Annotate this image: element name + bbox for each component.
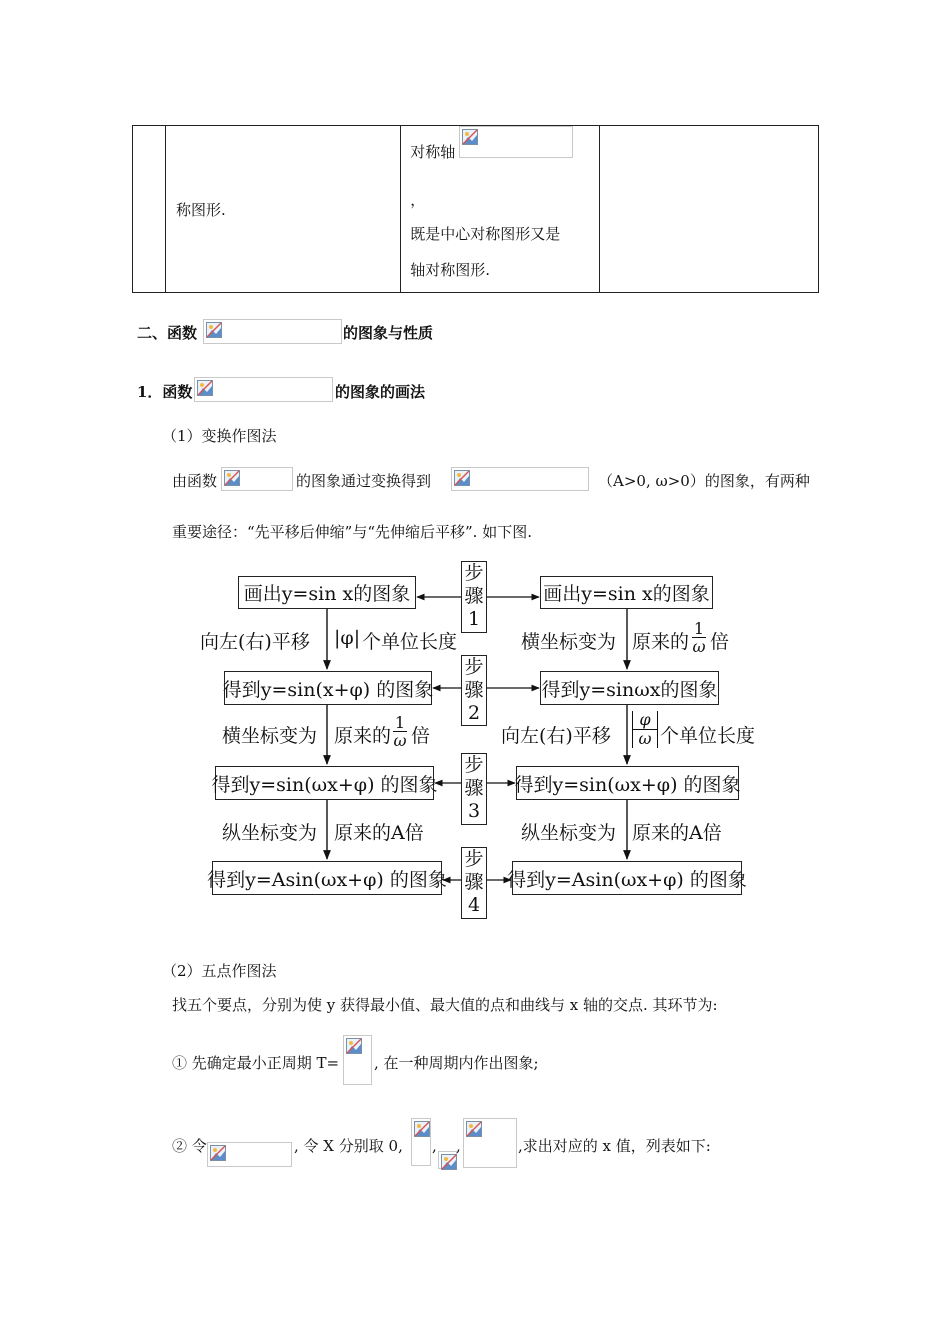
cell-text-line4: 轴对称图形. [410, 261, 491, 279]
step-char-2: 骤 [464, 585, 484, 607]
step-char-1: 步 [464, 656, 484, 678]
left-label-xscale-tail: 倍 [411, 725, 431, 747]
section-heading-prefix: 二、函数 [137, 324, 198, 342]
step-char-2: 骤 [464, 679, 484, 701]
method1-title: （1）变换作图法 [162, 427, 277, 445]
left-label-unit: 个单位长度 [362, 631, 458, 653]
step1-text-a: ① 先确定最小正周期 T= [172, 1054, 340, 1072]
broken-image-icon [207, 1142, 292, 1167]
step-char-2: 骤 [464, 871, 484, 893]
left-label-shift: 向左(右)平移 [200, 631, 310, 653]
right-label-shift: 向左(右)平移 [501, 725, 611, 747]
method1-text-a: 由函数 [172, 472, 218, 490]
flow-box-right-4: 得到y=Asin(ωx+φ) 的图象 [512, 861, 742, 895]
step-box-2 [461, 655, 487, 726]
step2-text-a: ② 令 [172, 1137, 207, 1155]
flow-box-left-3: 得到y=sin(ωx+φ) 的图象 [215, 766, 434, 800]
method1-text-line2: 重要途径：“先平移后伸缩”与“先伸缩后平移”. 如下图. [172, 523, 532, 541]
flow-box-left-4: 得到y=Asin(ωx+φ) 的图象 [212, 861, 442, 895]
axis-label: 对称轴 [410, 143, 456, 161]
subsection-heading-suffix: 的图象的画法 [335, 383, 426, 401]
section-heading-suffix: 的图象与性质 [343, 324, 434, 342]
right-label-xscale-tail: 倍 [710, 631, 730, 653]
right-fraction-1 [692, 620, 706, 655]
broken-image-icon [438, 1151, 457, 1169]
flow-box-right-2: 得到y=sinωx的图象 [540, 671, 719, 705]
left-fraction [393, 714, 407, 749]
fraction-denominator: ω [692, 637, 706, 656]
method2-title: （2）五点作图法 [162, 962, 277, 980]
step-number: 4 [467, 894, 481, 916]
right-label-xscale-end: 原来的 [632, 631, 690, 653]
broken-image-icon [411, 1118, 431, 1166]
step-char-2: 骤 [464, 777, 484, 799]
comma-text: ， [410, 191, 426, 209]
right-label-unit: 个单位长度 [660, 725, 756, 747]
left-label-xscale: 横坐标变为 [222, 725, 318, 747]
fraction-numerator: 1 [394, 713, 406, 732]
fraction-numerator: 1 [693, 619, 705, 638]
cell-text-line3: 既是中心对称图形又是 [410, 225, 561, 243]
method2-line1: 找五个要点，分别为使 y 获得最小值、最大值的点和曲线与 x 轴的交点. 其环节为: [172, 996, 718, 1014]
fraction-denominator: ω [638, 729, 652, 748]
broken-image-icon [343, 1035, 372, 1085]
step-number: 2 [467, 702, 481, 724]
step2-text-b: , 令 X 分别取 0, [294, 1137, 403, 1155]
fraction-numerator: φ [633, 711, 657, 730]
right-label-yscale: 纵坐标变为 [521, 822, 617, 844]
flow-box-left-2: 得到y=sin(x+φ) 的图象 [224, 671, 432, 705]
step-number: 1 [467, 608, 481, 630]
step2-text-c: ,求出对应的 x 值，列表如下: [518, 1137, 711, 1155]
flow-box-right-3: 得到y=sin(ωx+φ) 的图象 [516, 766, 739, 800]
step-box-1 [461, 561, 487, 633]
right-label-xscale: 横坐标变为 [521, 631, 617, 653]
left-label-yscale-end: 原来的A倍 [334, 822, 424, 844]
table-cell-1-text: 称图形. [175, 200, 226, 219]
fraction-denominator: ω [393, 731, 407, 750]
flow-box-right-1: 画出y=sin x的图象 [540, 576, 713, 609]
method1-text-b: 的图象通过变换得到 [296, 472, 432, 490]
subsection-heading-prefix: 1．函数 [137, 383, 193, 401]
flow-box-left-1: 画出y=sin x的图象 [238, 576, 416, 609]
comma-text: , [432, 1137, 437, 1155]
broken-image-icon [463, 1118, 517, 1168]
left-label-phi: |φ| [334, 627, 361, 649]
left-label-yscale: 纵坐标变为 [222, 822, 318, 844]
step-char-1: 步 [464, 848, 484, 870]
step-char-1: 步 [464, 754, 484, 776]
step-box-3 [461, 753, 487, 825]
step-number: 3 [467, 800, 481, 822]
right-fraction-2 [632, 711, 658, 748]
comma-text: , [456, 1137, 461, 1155]
right-label-yscale-end: 原来的A倍 [632, 822, 722, 844]
step1-text-b: , 在一种周期内作出图象; [374, 1054, 539, 1072]
step-char-1: 步 [464, 562, 484, 584]
step-box-4 [461, 847, 487, 919]
left-label-xscale-end: 原来的 [334, 725, 392, 747]
method1-text-c: （A>0, ω>0）的图象，有两种 [598, 472, 810, 490]
